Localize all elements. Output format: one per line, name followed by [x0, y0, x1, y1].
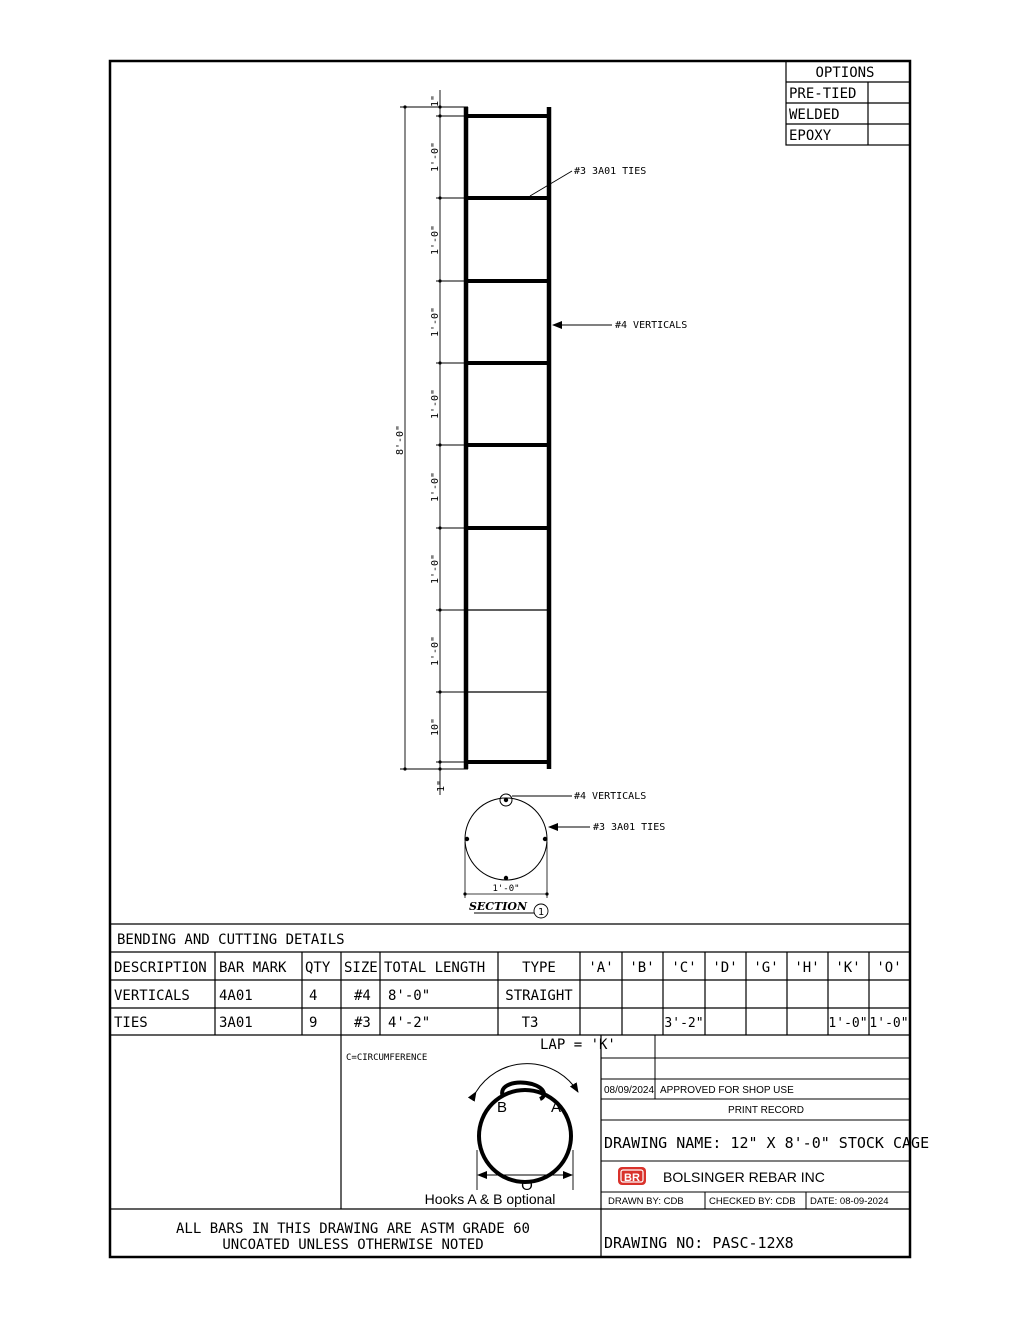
section-label-ties: #3 3A01 TIES	[593, 822, 666, 833]
company-name: BOLSINGER REBAR INC	[663, 1169, 825, 1185]
date: DATE: 08-09-2024	[810, 1196, 889, 1207]
tie-lap-label: LAP = 'K'	[540, 1037, 616, 1053]
dim-spacing: 1'-0"	[430, 635, 441, 667]
col-header: 'G'	[753, 960, 779, 976]
table-cell: VERTICALS	[114, 988, 190, 1004]
drawing-name: DRAWING NAME: 12" X 8'-0" STOCK CAGE	[604, 1134, 930, 1152]
col-header: BAR MARK	[219, 960, 287, 976]
tie-hooks-note: Hooks A & B optional	[424, 1191, 556, 1207]
table-cell: #4	[354, 988, 371, 1004]
col-header: TOTAL LENGTH	[384, 960, 486, 976]
col-header: DESCRIPTION	[114, 960, 207, 976]
col-header: 'H'	[794, 960, 820, 976]
col-header: 'D'	[712, 960, 738, 976]
general-notes	[176, 1221, 530, 1253]
options-header: OPTIONS	[815, 65, 875, 81]
col-header: 'K'	[835, 960, 861, 976]
table-cell: TIES	[114, 1015, 148, 1031]
tie-dim-o: O	[521, 1177, 533, 1194]
note-line-2: UNCOATED UNLESS OTHERWISE NOTED	[222, 1237, 484, 1253]
checked-by: CHECKED BY: CDB	[709, 1196, 796, 1207]
company-logo	[618, 1167, 646, 1185]
col-header: 'O'	[876, 960, 902, 976]
dim-spacing: 1'-0"	[430, 224, 441, 256]
col-header: SIZE	[344, 960, 378, 976]
option-epoxy: EPOXY	[789, 128, 832, 144]
table-cell: 1'-0"	[828, 1016, 868, 1031]
table-cell: 4	[309, 988, 318, 1004]
table-cell: 9	[309, 1015, 318, 1031]
dim-spacing: 1'-0"	[430, 306, 441, 338]
table-cell: STRAIGHT	[505, 988, 573, 1004]
dim-spacing: 1'-0"	[430, 553, 441, 585]
option-welded: WELDED	[789, 107, 840, 123]
tie-detail	[341, 1035, 616, 1209]
dim-spacing: 10"	[430, 717, 441, 737]
section-label-verticals: #4 VERTICALS	[574, 791, 647, 802]
col-header: TYPE	[522, 960, 556, 976]
dim-bottom-cover: 1"	[436, 779, 447, 793]
col-header: 'C'	[671, 960, 697, 976]
label-ties: #3 3A01 TIES	[574, 166, 647, 177]
col-header: QTY	[305, 960, 331, 976]
dim-top-cover: 1"	[430, 94, 441, 108]
dim-overall-height: 8'-0"	[395, 424, 406, 456]
bending-title: BENDING AND CUTTING DETAILS	[117, 932, 345, 948]
record-approval: APPROVED FOR SHOP USE	[660, 1085, 794, 1096]
options-table	[786, 61, 910, 145]
section-diameter: 1'-0"	[492, 884, 520, 894]
record-date: 08/09/2024	[604, 1085, 655, 1096]
col-header: 'A'	[588, 960, 614, 976]
table-cell: 4A01	[219, 988, 253, 1004]
label-verticals: #4 VERTICALS	[615, 320, 688, 331]
tie-note-circumference: C=CIRCUMFERENCE	[346, 1053, 428, 1063]
note-line-1: ALL BARS IN THIS DRAWING ARE ASTM GRADE 60	[175, 1221, 531, 1237]
table-cell: 3'-2"	[664, 1016, 704, 1031]
section-number: 1	[537, 907, 545, 918]
tie-hook-a: A	[550, 1099, 562, 1116]
drawing-number: DRAWING NO: PASC-12X8	[604, 1234, 794, 1252]
table-cell: #3	[354, 1015, 371, 1031]
sheet-border	[110, 61, 910, 1257]
col-header: 'B'	[629, 960, 655, 976]
table-cell: 3A01	[219, 1015, 253, 1031]
bending-table	[110, 924, 910, 1035]
dim-spacing: 1'-0"	[430, 471, 441, 503]
print-record: PRINT RECORD	[728, 1105, 804, 1116]
dim-spacing: 1'-0"	[430, 388, 441, 420]
tie-hook-b: B	[496, 1099, 508, 1116]
logo-text: BR	[624, 1172, 640, 1184]
dim-spacing: 1'-0"	[430, 141, 441, 173]
table-cell: 4'-2"	[388, 1015, 431, 1031]
option-pre-tied: PRE-TIED	[789, 86, 857, 102]
table-cell: 8'-0"	[388, 988, 431, 1004]
drawn-by: DRAWN BY: CDB	[608, 1196, 684, 1207]
table-cell: T3	[521, 1015, 539, 1031]
cage-elevation	[395, 90, 687, 795]
section-title: SECTION	[468, 900, 528, 913]
section-view	[463, 791, 665, 918]
table-cell: 1'-0"	[869, 1016, 909, 1031]
